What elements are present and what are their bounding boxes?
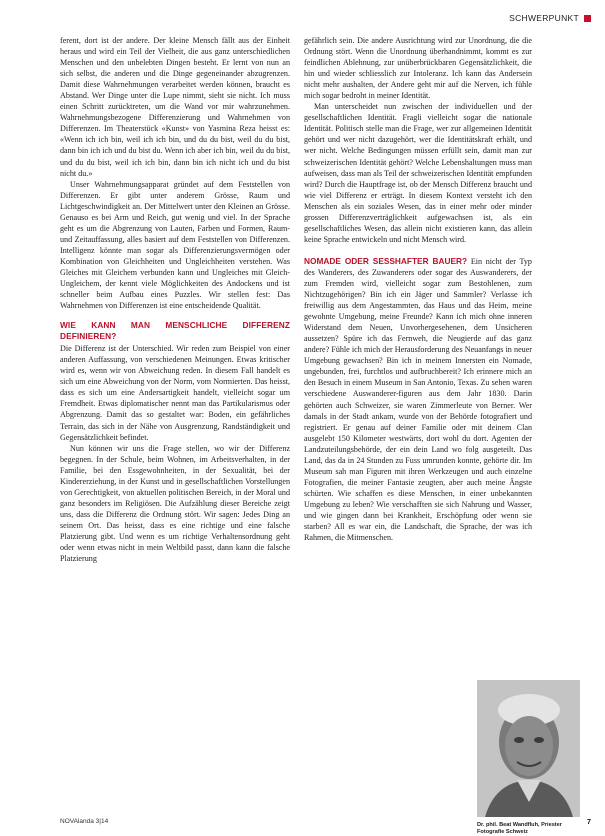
right-paragraph-2: Man unterscheidet nun zwischen der individuellen und der gesellschaftlichen Identität. Fragli vielleicht sogar die nationale Identität. Politisch stelle man die Frage, wer zur allgemeinen Identität gehört und wer nicht dazugehört, wer die Identitätskraft erhält, und wer nicht. Welche Bedingungen müssen erfüllt sein, damit man zur schweizerischen Identität gehört? Welche Lebenshaltungen muss man aufweisen, dass man als Teil der schweizerischen Identität empfunden wird? Durch die Hauptfrage ist, ob der Mensch Differenz braucht und wie viel Differenz er erträgt. In diesem Kontext versteht ich den Menschen als ein soziales Wesen, das in einer mehr oder minder grossen Differenzverträglichkeit aufgewachsen ist, als ein gesellschaftliches Wesen, das allein nicht existieren kann, das allein keine Sprache entwickeln und nicht Mensch wird. xyxy=(304,102,532,244)
section-title: SCHWERPUNKT xyxy=(509,13,579,23)
author-portrait-photo xyxy=(477,680,580,817)
portrait-illustration xyxy=(477,680,580,817)
page-number: 7 xyxy=(586,817,591,826)
right-paragraph-3-text: Ein nicht der Typ des Wanderers, des Zuwanderers oder sogar des Auswanderers, der zum Fremden wird, vielleicht sogar zum Bestohlenen, zum Nichtzugehörigen? Bin ich ein Jäger und Sammler? Verlasse ich freiwillig aus dem Angestammten, das Haus und das Heim, meine gewohnte Umgebung, meine Freunde? Kann ich mich ohne inneren Widerstand dem Neuen, Unvorhergesehenen, dem Unsicheren aussetzen? Spüre ich das Fernweh, die Neugierde auf das ganz andere? Fühle ich mich der Herausforderung des Neuanfangs in neuer Umgebung gewachsen? Bin ich in meinem Innersten ein Nomade, ungebunden, frei, furchtlos und aufbruchbereit? Ich erinnere mich an den Besuch in einem Museum in San Antonio, Texas. Zu sehen waren verschiedene Auswanderer-figuren aus dem Jahr 1830. Darin gehörten auch Schweizer, sie waren Zimmerleute von Berner. Wer damals in der Stadt ankam, wurde von der Behörde fotografiert und registriert. Er genau auf deiner Familie oder mit deinem Clan ausgelebt 150 Kilometer westwärts, dort wohl du dort. Agenten der Landzuteilungsbehörde, der ein dein Land wo folg ausgeteilt. Das Land, das da in 24 Stunden zu Fuss umrunden konnte, gehörte dir. Im Museum sah man Figuren mit ihren Werkzeugen und auch einzelne Fotografien, die meiner Fantasie zeugten, aber auch meine Ängste schürten. Wie schaffen es diese Menschen, in einer unbekannten Umgebung zu leben? Wie verschafften sie sich Nahrung und Wasser, und wie gingen dann bei Krankheit, Erschöpfung oder wenn sie starben? All es war ein, die Landschaft, die Sprache, der was ich Rahmen, die Mitmenschen. xyxy=(304,256,532,543)
issue-label: NOVAlanda 3|14 xyxy=(60,818,109,825)
section-header xyxy=(509,13,591,23)
runin-heading-nomade: NOMADE ODER SESSHAFTER BAUER? xyxy=(304,255,468,266)
left-paragraph-1: ferent, dort ist der andere. Der kleine Mensch fällt aus der Einheit heraus und wird ein Teil der Vielheit, die aus ganz unterschiedlichen Menschen und den unbelebten Dingen besteht. Er lernt von nun an sich selbst, die anderen und die Dinge gegeneinander abzugrenzen. Damit diese Wahrnehmungen verarbeitet werden können, braucht es Abstand. Wer Dinge unter die Lupe nimmt, sieht sie nicht. Ich muss einen Schritt zurücktreten, um die Wand vor mir wahrzunehmen. Wahrnehmungsbezogene Differenzierung und Wahrnehmen von Differenzen. Im Theaterstück «Kunst» von Yasmina Reza heisst es: «Wenn ich ich bin, weil ich ich bin, und du du bist, weil du du bist, dann bin ich ich und du bist du. Wenn ich aber ich bin, weil du du bist, und du du bist, weil ich ich bin, dann bin ich nicht ich und du bist nicht du.» xyxy=(60,36,290,178)
left-paragraph-3: Die Differenz ist der Unterschied. Wir reden zum Beispiel von einer anderen Auffassung, von verschiedenen Meinungen. Etwas kritischer wird es, wenn wir von Abweichung reden. In diesem Fall handelt es sich um eine Abweichung von der Norm, vom Normierten. Das heisst, dass es sich um eine Andersartigkeit handelt, vielleicht sogar um Fremdheit. Etwas diplomatischer nennt man das Partikularismus oder Abgrenzung. Damit das so gestaltet war: Boden, ein gefährliches Terrain, das sich in der Nähe von Ausgrenzung, Randständigkeit und Gegensätzlichkeit befindet. xyxy=(60,344,290,442)
left-column xyxy=(60,35,290,564)
subheading-difference: WIE KANN MAN MENSCHLICHE DIFFERENZ DEFINIEREN? xyxy=(60,320,290,342)
right-paragraph-1: gefährlich sein. Die andere Ausrichtung wird zur Unordnung, die die Ordnung stört. Wenn die Unordnung überhandnimmt, kommt es zur feindlichen Ablehnung, zur unüberbrückbaren Gegensätzlichkeit, die hin und wieder schliesslich zur Intoleranz. Ich kann das Andersein nicht mehr aushalten, der Andere geht mir auf die Nerven, ich fühle mich sogar bedroht in meiner Identität. xyxy=(304,36,532,101)
right-column xyxy=(304,35,532,543)
left-paragraph-4: Nun können wir uns die Frage stellen, wo wir der Differenz begegnen. In der Schule, beim Wohnen, im Arbeitsverhalten, in der Familie, bei den Essgewohnheiten, in der Sexualität, bei der Kindererziehung, in der Kunst und in gesellschaftlichen Vorstellungen von Gerechtigkeit, von aktuellen politischen Bereich, in der Moral und ganz besonders im Religiösen. Die Aufzählung dieser Bereiche zeigt uns, dass die Differenz die Ordnung stört. Wir sagen: Jedes Ding an seinem Ort. Das heisst, dass es eine richtige und eine falsche Platzierung gibt. Und wenn es um richtige Verhaltensordnung geht oder wenn etwas nicht in mein Weltbild passt, dann kann die falsche Platzierung xyxy=(60,443,290,564)
photo-caption: Dr. phil. Beat Wandfluh, Priester Fotografie Schweiz xyxy=(477,822,562,835)
section-marker-square xyxy=(584,15,591,22)
left-paragraph-2: Unser Wahrnehmungsapparat gründet auf dem Feststellen von Differenzen. Er gibt unter anderem Grösse, Raum und Lichtgeschwindigkeit an. Der Mittelwert unter den Kleinen an Grösse. Genauso es bei Arm und Reich, gut wenig und viel. In der Sprache geht es um die Abgrenzung von Lauten, Farben und Formen, Raum- und Zeitauffassung, alles basiert auf dem Feststellen von Differenzen. Intelligenz könnte man sogar als Differenzierungsvermögen oder Kombination von Gleichheiten und Ungleichheiten verstehen. Was Gleiches mit Gleichem verbunden kann und Ungleiches mit Gleich-Ungleichem, der kennt viele Möglichkeiten des Andockens und ist schneller beim Aufbau eines Puzzles. Wir stellen fest: Das Wahrnehmen von Differenzen ist eine entscheidende Qualität. xyxy=(60,179,290,311)
right-paragraph-3 xyxy=(304,256,532,543)
